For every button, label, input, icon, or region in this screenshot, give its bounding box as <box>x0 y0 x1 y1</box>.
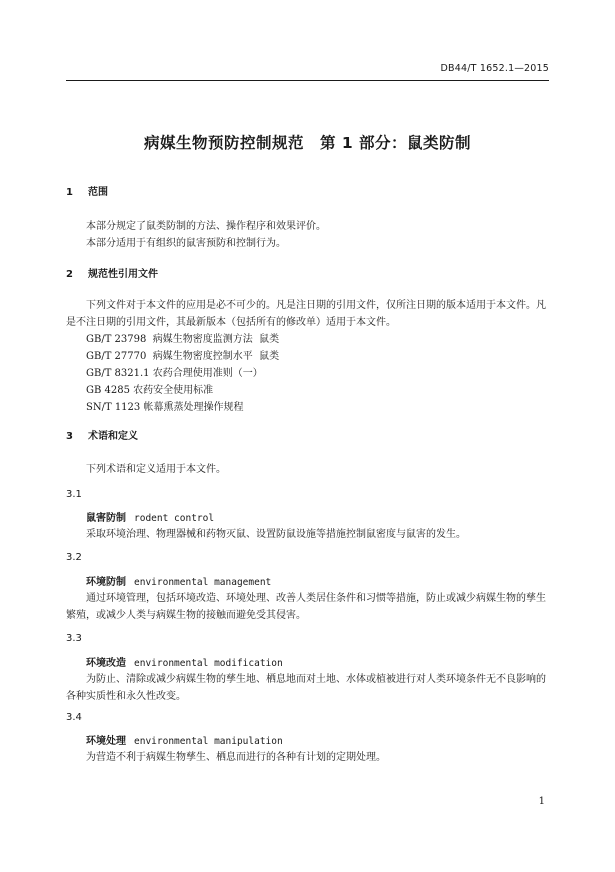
section-title: 规范性引用文件 <box>88 269 158 280</box>
term-entry <box>66 734 551 766</box>
term-zh: 环境改造 <box>86 658 126 669</box>
term-definition: 为营造不利于病媒生物孳生、栖息而进行的各种有计划的定期处理。 <box>86 752 386 763</box>
section-number: 1 <box>66 187 73 198</box>
header-rule <box>66 80 549 81</box>
term-number: 3.2 <box>66 552 82 563</box>
term-number: 3.3 <box>66 633 82 644</box>
term-number: 3.4 <box>66 712 82 723</box>
term-number: 3.1 <box>66 489 82 500</box>
term-en: environmental management <box>134 577 272 588</box>
section-title: 范围 <box>88 187 108 198</box>
term-zh: 环境防制 <box>86 577 126 588</box>
terms-intro <box>66 461 551 478</box>
paragraph: 下列文件对于本文件的应用是必不可少的。凡是注日期的引用文件，仅所注日期的版本适用于本文件。凡是不注日期的引用文件，其最新版本（包括所有的修改单）适用于本文件。 <box>66 300 546 328</box>
section-number: 3 <box>66 431 73 442</box>
term-zh: 鼠害防制 <box>86 513 126 524</box>
paragraph: 本部分规定了鼠类防制的方法、操作程序和效果评价。 <box>86 221 326 232</box>
term-en: environmental modification <box>134 658 283 669</box>
reference-item: GB 4285 农药安全使用标准 <box>86 385 214 396</box>
term-entry <box>66 511 551 543</box>
document-title: 病媒生物预防控制规范 第 1 部分：鼠类防制 <box>143 134 472 152</box>
term-entry <box>66 575 551 624</box>
reference-item: GB/T 27770 病媒生物密度控制水平 鼠类 <box>86 351 280 362</box>
term-definition: 采取环境治理、物理器械和药物灭鼠、设置防鼠设施等措施控制鼠密度与鼠害的发生。 <box>86 529 466 540</box>
section-3-heading <box>66 430 551 444</box>
section-number: 2 <box>66 269 73 280</box>
section-title: 术语和定义 <box>88 431 138 442</box>
paragraph: 下列术语和定义适用于本文件。 <box>86 464 226 475</box>
paragraph: 本部分适用于有组织的鼠害预防和控制行为。 <box>86 238 286 249</box>
reference-item: GB/T 23798 病媒生物密度监测方法 鼠类 <box>86 334 280 345</box>
term-entry <box>66 656 551 705</box>
reference-item: GB/T 8321.1 农药合理使用准则（一） <box>86 368 263 379</box>
term-en: environmental manipulation <box>134 736 283 747</box>
term-definition: 通过环境管理，包括环境改造、环境处理、改善人类居住条件和习惯等措施，防止或减少病媒生物的孳生繁殖，或减少人类与病媒生物的接触而避免受其侵害。 <box>66 593 546 621</box>
page-number: 1 <box>538 796 545 807</box>
scope-paragraphs <box>66 218 551 252</box>
term-definition: 为防止、清除或减少病媒生物的孳生地、栖息地而对土地、水体或植被进行对人类环境条件无不良影响的各种实质性和永久性改变。 <box>66 674 546 702</box>
section-2-heading <box>66 268 551 282</box>
reference-item: SN/T 1123 帐幕熏蒸处理操作规程 <box>86 402 244 413</box>
section-1-heading <box>66 186 551 200</box>
term-en: rodent control <box>134 513 215 524</box>
term-zh: 环境处理 <box>86 736 126 747</box>
normative-content <box>66 297 551 416</box>
standard-code: DB44/T 1652.1—2015 <box>440 63 549 74</box>
